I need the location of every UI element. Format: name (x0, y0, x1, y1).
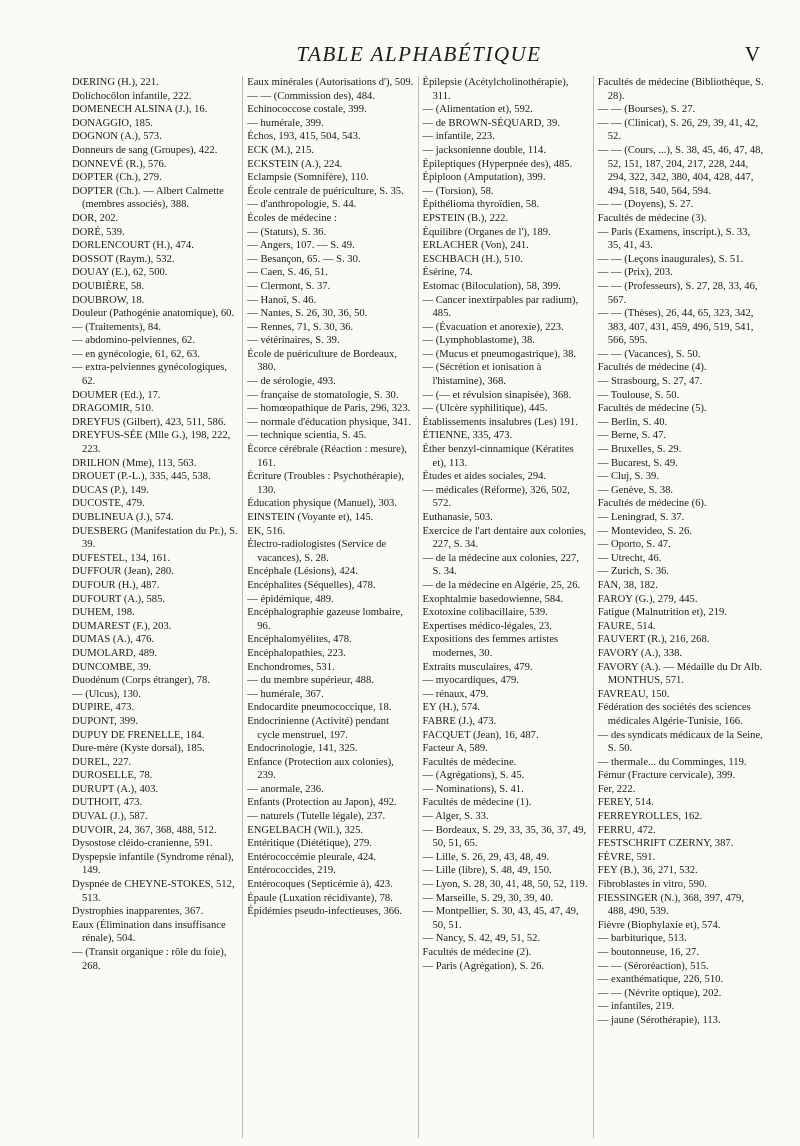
index-entry: — Besançon, 65. — S. 30. (247, 253, 361, 265)
index-entry: Facultés de médecine (6). (597, 498, 707, 510)
index-entry: DUFOUR (H.), 487. (72, 579, 160, 591)
index-entry: Encéphalographie gazeuse lombaire, 96. (247, 607, 403, 632)
index-entry: — — (Vacances), S. 50. (597, 348, 701, 360)
index-entry: — (Sécrétion et ionisation à l'histamine), 368. (422, 362, 542, 388)
index-entry: FIESSINGER (N.), 368, 397, 479, 488, 490, 539. (597, 892, 745, 918)
index-entry: DUCOSTE, 479. (72, 498, 145, 510)
index-entry: — — (Thèses), 26, 44, 65, 323, 342, 383, 407, 431, 459, 496, 519, 541, 566, 595. (597, 308, 754, 347)
index-entry: DUPONT, 399. (72, 715, 139, 727)
index-entry: DŒRING (H.), 221. (72, 77, 159, 88)
index-entry: — technique scientia, S. 45. (247, 430, 367, 442)
index-entry: — épidémique, 489. (247, 593, 334, 605)
index-entry: — — (Prix), 203. (597, 267, 673, 279)
index-entry: DREYFUS-SÉE (Mlle G.), 198, 222, 223. (72, 430, 231, 456)
index-entry: — Montpellier, S. 30, 43, 45, 47, 49, 50, 51. (422, 906, 579, 931)
index-entry: — Paris (Agrégation), S. 26. (422, 960, 545, 972)
index-entry: — Lyon, S. 28, 30, 41, 48, 50, 52, 119. (422, 879, 588, 891)
index-entry: Euthanasie, 503. (422, 512, 493, 523)
index-entry: Donneurs de sang (Groupes), 422. (72, 144, 218, 156)
index-column-3 (418, 76, 593, 1138)
index-entry: FAVREAU, 150. (597, 688, 670, 700)
index-entry: Exophtalmie basedowienne, 584. (422, 593, 564, 605)
index-entry: EK, 516. (247, 525, 286, 537)
index-entry: — normale d'éducation physique, 341. (247, 416, 411, 428)
index-entry: — infantile, 223. (422, 131, 495, 143)
index-entry: — française de stomatologie, S. 30. (247, 389, 399, 401)
index-entry: Eclampsie (Somnifère), 110. (247, 172, 369, 184)
index-entry: Dyspepsie infantile (Syndrome rénal), 149. (72, 851, 234, 877)
index-entry: — — (Professeurs), S. 27, 28, 33, 46, 567. (597, 280, 758, 306)
index-entry: DUPIRE, 473. (72, 702, 135, 714)
index-entry: FAUVERT (R.), 216, 268. (597, 634, 710, 646)
index-entry: — extra-pelviennes gynécologiques, 62. (72, 362, 228, 388)
index-entry: ERLACHER (Von), 241. (422, 240, 529, 252)
index-entry: Endocrinienne (Activité) pendant cycle menstruel, 197. (247, 715, 390, 741)
index-entry: — (Ulcus), 130. (72, 688, 141, 700)
index-entry: DREYFUS (Gilbert), 423, 511, 586. (72, 416, 226, 428)
index-entry: FAROY (G.), 279, 445. (597, 593, 698, 605)
index-entry: — barbiturique, 513. (597, 933, 687, 945)
page-number: V (744, 42, 760, 66)
index-entry: — humérale, 367. (247, 688, 324, 700)
index-entry: ECKSTEIN (A.), 224. (247, 158, 343, 170)
index-entry: DOR, 202. (72, 212, 119, 224)
index-entry: Fer, 222. (597, 783, 636, 795)
index-entry: — Strasbourg, S. 27, 47. (597, 376, 703, 388)
index-entry: Épithélioma thyroïdien, 58. (422, 199, 540, 211)
index-entry: — (Mucus et pneumogastrique), 38. (422, 348, 577, 360)
index-entry: — (Traitements), 84. (72, 321, 162, 333)
index-entry: Facultés de médecine (5). (597, 403, 707, 415)
index-entry: Exotoxine colibacillaire, 539. (422, 607, 548, 619)
index-entry: FESTSCHRIFT CZERNY, 387. (597, 838, 734, 850)
index-entry: DUHEM, 198. (72, 607, 135, 619)
index-entry: — Caen, S. 46, 51. (247, 267, 328, 279)
index-entry: — Clermont, S. 37. (247, 280, 331, 292)
page-title: TABLE ALPHABÉTIQUE (296, 42, 542, 66)
index-entry: DUPUY DE FRENELLE, 184. (72, 729, 205, 741)
index-entry: Duodénum (Corps étranger), 78. (72, 675, 210, 687)
index-entry: EY (H.), 574. (422, 702, 481, 714)
index-entry: Facultés de médecine (2). (422, 947, 532, 958)
index-entry: Épiploon (Amputation), 399. (422, 172, 546, 184)
index-entry: Épidémies pseudo-infectieuses, 366. (247, 906, 402, 918)
index-entry: — Berlin, S. 40. (597, 416, 668, 428)
index-entry: Dysostose cléido-cranienne, 591. (72, 838, 213, 850)
index-entry: Éther benzyl-cinnamique (Kératites et), 113. (422, 444, 574, 469)
index-entry: — Genève, S. 38. (597, 484, 674, 496)
index-entry: — — (Doyens), S. 27. (597, 199, 694, 211)
index-entry: — Leningrad, S. 37. (597, 512, 685, 523)
index-entry: DUMOLARD, 489. (72, 647, 158, 659)
index-entry: — Montevideo, S. 26. (597, 525, 692, 537)
index-entry: — exanthématique, 226, 510. (597, 974, 724, 986)
index-entry: DUROSELLE, 78. (72, 770, 153, 782)
index-entry: — Bordeaux, S. 29, 33, 35, 36, 37, 49, 50, 51, 65. (422, 824, 587, 850)
index-entry: Électro-radiologistes (Service de vacances), S. 28. (247, 539, 387, 564)
index-entry: Dyspnée de CHEYNE-STOKES, 512, 513. (72, 879, 235, 904)
index-entry: — abdomino-pelviennes, 62. (72, 335, 195, 347)
index-entry: Endocrinologie, 141, 325. (247, 743, 358, 755)
index-entry: — (— et révulsion sinapisée), 368. (422, 389, 572, 401)
index-entry: DUFESTEL, 134, 161. (72, 552, 170, 564)
index-entry: — Zurich, S. 36. (597, 566, 669, 578)
index-entry: Encéphalomyélites, 478. (247, 634, 352, 646)
index-entry: Entérocoques (Septicémie à), 423. (247, 879, 393, 891)
index-entry: Épaule (Luxation récidivante), 78. (247, 892, 393, 904)
index-column-1 (68, 76, 242, 1138)
index-entry: — — (Commission des), 484. (247, 90, 375, 102)
index-entry: Épilepsie (Acétylcholinothérapie), 311. (422, 77, 569, 102)
index-entry: — humérale, 399. (247, 117, 324, 129)
index-entry: DORÉ, 539. (72, 226, 125, 238)
index-entry: — Cancer inextirpables par radium), 485. (422, 294, 579, 320)
index-entry: Facultés de médecine (Bibliothèque, S. 28). (597, 77, 764, 102)
index-entry: — Bruxelles, S. 29. (597, 444, 682, 456)
index-entry: DUMAS (A.), 476. (72, 634, 155, 646)
index-entry: — Bucarest, S. 49. (597, 457, 678, 469)
index-entry: École de puériculture de Bordeaux, 380. (247, 348, 397, 374)
index-entry: — boutonneuse, 16, 27. (597, 947, 699, 958)
index-entry: Écorce cérébrale (Réaction : mesure), 161. (247, 444, 407, 469)
index-entry: — médicales (Réforme), 326, 502, 572. (422, 484, 570, 510)
index-entry: Echinococcose costale, 399. (247, 104, 367, 116)
index-entry: Enfants (Protection au Japon), 492. (247, 797, 397, 809)
index-entry: DUBLINEUA (J.), 574. (72, 512, 174, 523)
index-entry: — Nominations), S. 41. (422, 783, 524, 795)
index-entry: Eaux (Élimination dans insuffisance rénale), 504. (72, 919, 226, 945)
index-entry: DUCAS (P.), 149. (72, 484, 149, 496)
index-entry: ENGELBACH (Wil.), 325. (247, 824, 364, 836)
index-entry: DUVOIR, 24, 367, 368, 488, 512. (72, 824, 217, 836)
index-entry: DUMAREST (F.), 203. (72, 620, 172, 632)
index-entry: ECK (M.), 215. (247, 144, 315, 156)
index-entry: École centrale de puériculture, S. 35. (247, 185, 404, 197)
index-entry: Écoles de médecine : (247, 212, 337, 224)
index-entry: DONNEVÉ (R.), 576. (72, 158, 167, 170)
index-entry: Ésérine, 74. (422, 267, 473, 279)
index-entry: — Rennes, 71, S. 30, 36. (247, 321, 354, 333)
index-entry: DUVAL (J.), 587. (72, 811, 148, 823)
index-entry: — (Agrégations), S. 45. (422, 770, 525, 782)
index-entry: FAN, 38, 182. (597, 579, 658, 591)
index-entry: Enchondromes, 531. (247, 661, 335, 673)
index-entry: DOPTER (Ch.), 279. (72, 172, 162, 184)
index-entry: Fibroblastes in vitro, 590. (597, 879, 707, 891)
index-entry: EINSTEIN (Voyante et), 145. (247, 512, 374, 523)
index-entry: — Angers, 107. — S. 49. (247, 240, 355, 252)
index-entry: Fémur (Fracture cervicale), 399. (597, 770, 736, 782)
index-entry: DRAGOMIR, 510. (72, 403, 154, 415)
index-entry: DOMENECH ALSINA (J.), 16. (72, 104, 208, 116)
index-entry: DRILHON (Mme), 113, 563. (72, 457, 197, 469)
index-entry: Dystrophies inapparentes, 367. (72, 906, 204, 918)
index-entry: — Cluj, S. 39. (597, 471, 659, 483)
index-entry: FERREYROLLES, 162. (597, 811, 703, 823)
index-entry: — Utrecht, 46. (597, 552, 662, 564)
index-entry: DOUBROW, 18. (72, 294, 145, 306)
index-entry: — — (Bourses), S. 27. (597, 104, 696, 116)
index-entry: Études et aides sociales, 294. (422, 471, 547, 483)
index-entry: DUTHOIT, 473. (72, 797, 143, 809)
index-entry: — — (Cours, ...), S. 38, 45, 46, 47, 48, 52, 151, 187, 204, 217, 228, 244, 294, 322, 342, 380, 404, 428, 447, 494, 518, 540, 564, 594. (597, 144, 764, 197)
index-entry: Facteur A, 589. (422, 743, 488, 755)
index-entry: Dolichocôlon infantile, 222. (72, 90, 192, 102)
index-entry: DUESBERG (Manifestation du Pr.), S. 39. (72, 525, 238, 551)
index-entry: Établissements insalubres (Les) 191. (422, 416, 578, 428)
index-entry: Fatigue (Malnutrition et), 219. (597, 607, 727, 619)
index-entry: DUFOURT (A.), 585. (72, 593, 166, 605)
index-entry: Écriture (Troubles : Psychothérapie), 130. (247, 471, 404, 496)
index-entry: Entérococcémie pleurale, 424. (247, 851, 377, 863)
index-entry: Échos, 193, 415, 504, 543. (247, 131, 361, 143)
index-entry: DOUMER (Ed.), 17. (72, 389, 161, 401)
index-entry: — homœopathique de Paris, 296, 323. (247, 403, 411, 415)
index-entry: Fièvre (Biophylaxie et), 574. (597, 919, 721, 931)
index-entry: Estomac (Biloculation), 58, 399. (422, 280, 561, 292)
index-entry: Extraits musculaires, 479. (422, 661, 533, 673)
index-entry: DURUPT (A.), 403. (72, 783, 159, 795)
index-entry: FAVORY (A.), 338. (597, 647, 683, 659)
index-entry: DOGNON (A.), 573. (72, 131, 162, 143)
index-entry: Eaux minérales (Autorisations d'), 509. (247, 77, 414, 88)
index-entry: — d'anthropologie, S. 44. (247, 199, 357, 211)
index-entry: — de la médecine en Algérie, 25, 26. (422, 579, 581, 591)
page-header (78, 42, 760, 72)
index-entry: — des syndicats médicaux de la Seine, S. 50. (597, 729, 763, 755)
index-entry: — (Alimentation et), 592. (422, 104, 533, 116)
index-entry: ÉTIENNE, 335, 473. (422, 430, 513, 442)
index-entry: FAVORY (A.). — Médaille du Dr Alb. MONTHUS, 571. (597, 661, 763, 687)
index-entry: — Oporto, S. 47. (597, 539, 671, 551)
index-entry: — naturels (Tutelle légale), 237. (247, 811, 386, 823)
index-entry: ESCHBACH (H.), 510. (422, 253, 523, 265)
index-entry: FEY (B.), 36, 271, 532. (597, 865, 698, 877)
index-entry: — (Ulcère syphilitique), 445. (422, 403, 548, 415)
index-entry: — du membre supérieur, 488. (247, 675, 374, 687)
index-entry: — Paris (Examens, inscript.), S. 33, 35, 41, 43. (597, 226, 751, 252)
index-entry: Éducation physique (Manuel), 303. (247, 498, 398, 510)
index-entry: Dure-mère (Kyste dorsal), 185. (72, 743, 205, 755)
index-entry: Encéphale (Lésions), 424. (247, 566, 358, 578)
index-entry: — de BROWN-SÉQUARD, 39. (422, 117, 560, 129)
index-entry: — Nantes, S. 26, 30, 36, 50. (247, 308, 368, 320)
index-entry: Entéritique (Diététique), 279. (247, 838, 372, 850)
index-entry: Facultés de médecine (1). (422, 797, 532, 809)
index-entry: — infantiles, 219. (597, 1001, 675, 1013)
index-entry: — (Statuts), S. 36. (247, 226, 327, 238)
index-entry: EPSTEIN (B.), 222. (422, 212, 509, 224)
index-entry: — myocardiques, 479. (422, 675, 520, 687)
index-entry: — Alger, S. 33. (422, 811, 489, 823)
index-entry: FACQUET (Jean), 16, 487. (422, 729, 539, 741)
index-entry: Entérococcides, 219. (247, 865, 336, 877)
index-entry: DOUBIÈRE, 58. (72, 280, 145, 292)
index-entry: FAURE, 514. (597, 620, 656, 632)
index-entry: FABRE (J.), 473. (422, 715, 497, 727)
index-entry: — — (Leçons inaugurales), S. 51. (597, 253, 744, 265)
index-entry: Épileptiques (Hyperpnée des), 485. (422, 158, 573, 170)
index-entry: — rénaux, 479. (422, 688, 489, 700)
index-entry: — anormale, 236. (247, 783, 324, 795)
index-entry: — jacksonienne double, 114. (422, 144, 546, 156)
index-entry: Facultés de médecine (4). (597, 362, 707, 374)
index-entry: — en gynécologie, 61, 62, 63. (72, 348, 200, 360)
index-column-2 (242, 76, 417, 1138)
index-entry: Enfance (Protection aux colonies), 239. (247, 756, 394, 782)
index-entry: — — (Clinicat), S. 26, 29, 39, 41, 42, 52. (597, 117, 759, 143)
index-entry: FEREY, 514. (597, 797, 654, 809)
index-entry: Équilibre (Organes de l'), 189. (422, 226, 551, 238)
index-entry: — Berne, S. 47. (597, 430, 667, 442)
index-entry: Encéphalites (Séquelles), 478. (247, 579, 376, 591)
index-entry: — — (Séroréaction), 515. (597, 960, 709, 972)
index-entry: — (Évacuation et anorexie), 223. (422, 321, 564, 333)
index-entry: DORLENCOURT (H.), 474. (72, 240, 194, 252)
index-entry: Facultés de médecine (3). (597, 212, 707, 224)
index-entry: Exercice de l'art dentaire aux colonies, 227, S. 34. (422, 525, 587, 551)
index-entry: — Marseille, S. 29, 30, 39, 40. (422, 892, 554, 904)
index-entry: — (Lymphoblastome), 38. (422, 335, 535, 347)
index-entry: — Toulouse, S. 50. (597, 389, 680, 401)
index-entry: FERRU, 472. (597, 824, 656, 836)
index-entry: — Lille (libre), S. 48, 49, 150. (422, 865, 552, 877)
index-entry: — thermale... du Comminges, 119. (597, 756, 747, 768)
index-entry: — Hanoï, S. 46. (247, 294, 317, 306)
index-entry: Douleur (Pathogénie anatomique), 60. (72, 308, 235, 320)
index-entry: — — (Névrite optique), 202. (597, 987, 722, 999)
index-entry: Endocardite pneumococcique, 18. (247, 702, 392, 714)
index-entry: DUFFOUR (Jean), 280. (72, 566, 174, 578)
index-entry: Fédération des sociétés des sciences médicales Algérie-Tunisie, 166. (597, 702, 751, 727)
index-entry: Expositions des femmes artistes modernes, 30. (422, 634, 559, 659)
index-entry: Facultés de médecine. (422, 756, 517, 768)
index-entry: — Lille, S. 26, 29, 43, 48, 49. (422, 851, 550, 863)
index-entry: FÈVRE, 591. (597, 851, 656, 863)
index-entry: — (Transit organique : rôle du foie), 268. (72, 947, 227, 972)
index-entry: Expertises médico-légales, 23. (422, 620, 552, 632)
index-entry: — Nancy, S. 42, 49, 51, 52. (422, 933, 541, 945)
index-entry: — jaune (Sérothérapie), 113. (597, 1014, 721, 1026)
index-entry: DONAGGIO, 185. (72, 117, 153, 129)
index-entry: DROUET (P.-L.), 335, 445, 538. (72, 471, 211, 483)
index-entry: — vétérinaires, S. 39. (247, 335, 340, 347)
index-entry: DUREL, 227. (72, 756, 132, 768)
index-entry: — de sérologie, 493. (247, 376, 336, 388)
index-entry: DOPTER (Ch.). — Albert Calmette (membres associés), 388. (72, 185, 224, 211)
index-columns (68, 76, 768, 1138)
index-entry: Encéphalopathies, 223. (247, 647, 346, 659)
index-entry: — de la médecine aux colonies, 227, S. 34. (422, 552, 580, 578)
index-entry: DOSSOT (Raym.), 532. (72, 253, 175, 265)
index-entry: DOUAY (E.), 62, 500. (72, 267, 168, 279)
index-entry: — (Torsion), 58. (422, 185, 494, 197)
index-entry: DUNCOMBE, 39. (72, 661, 152, 673)
index-column-4 (593, 76, 768, 1138)
